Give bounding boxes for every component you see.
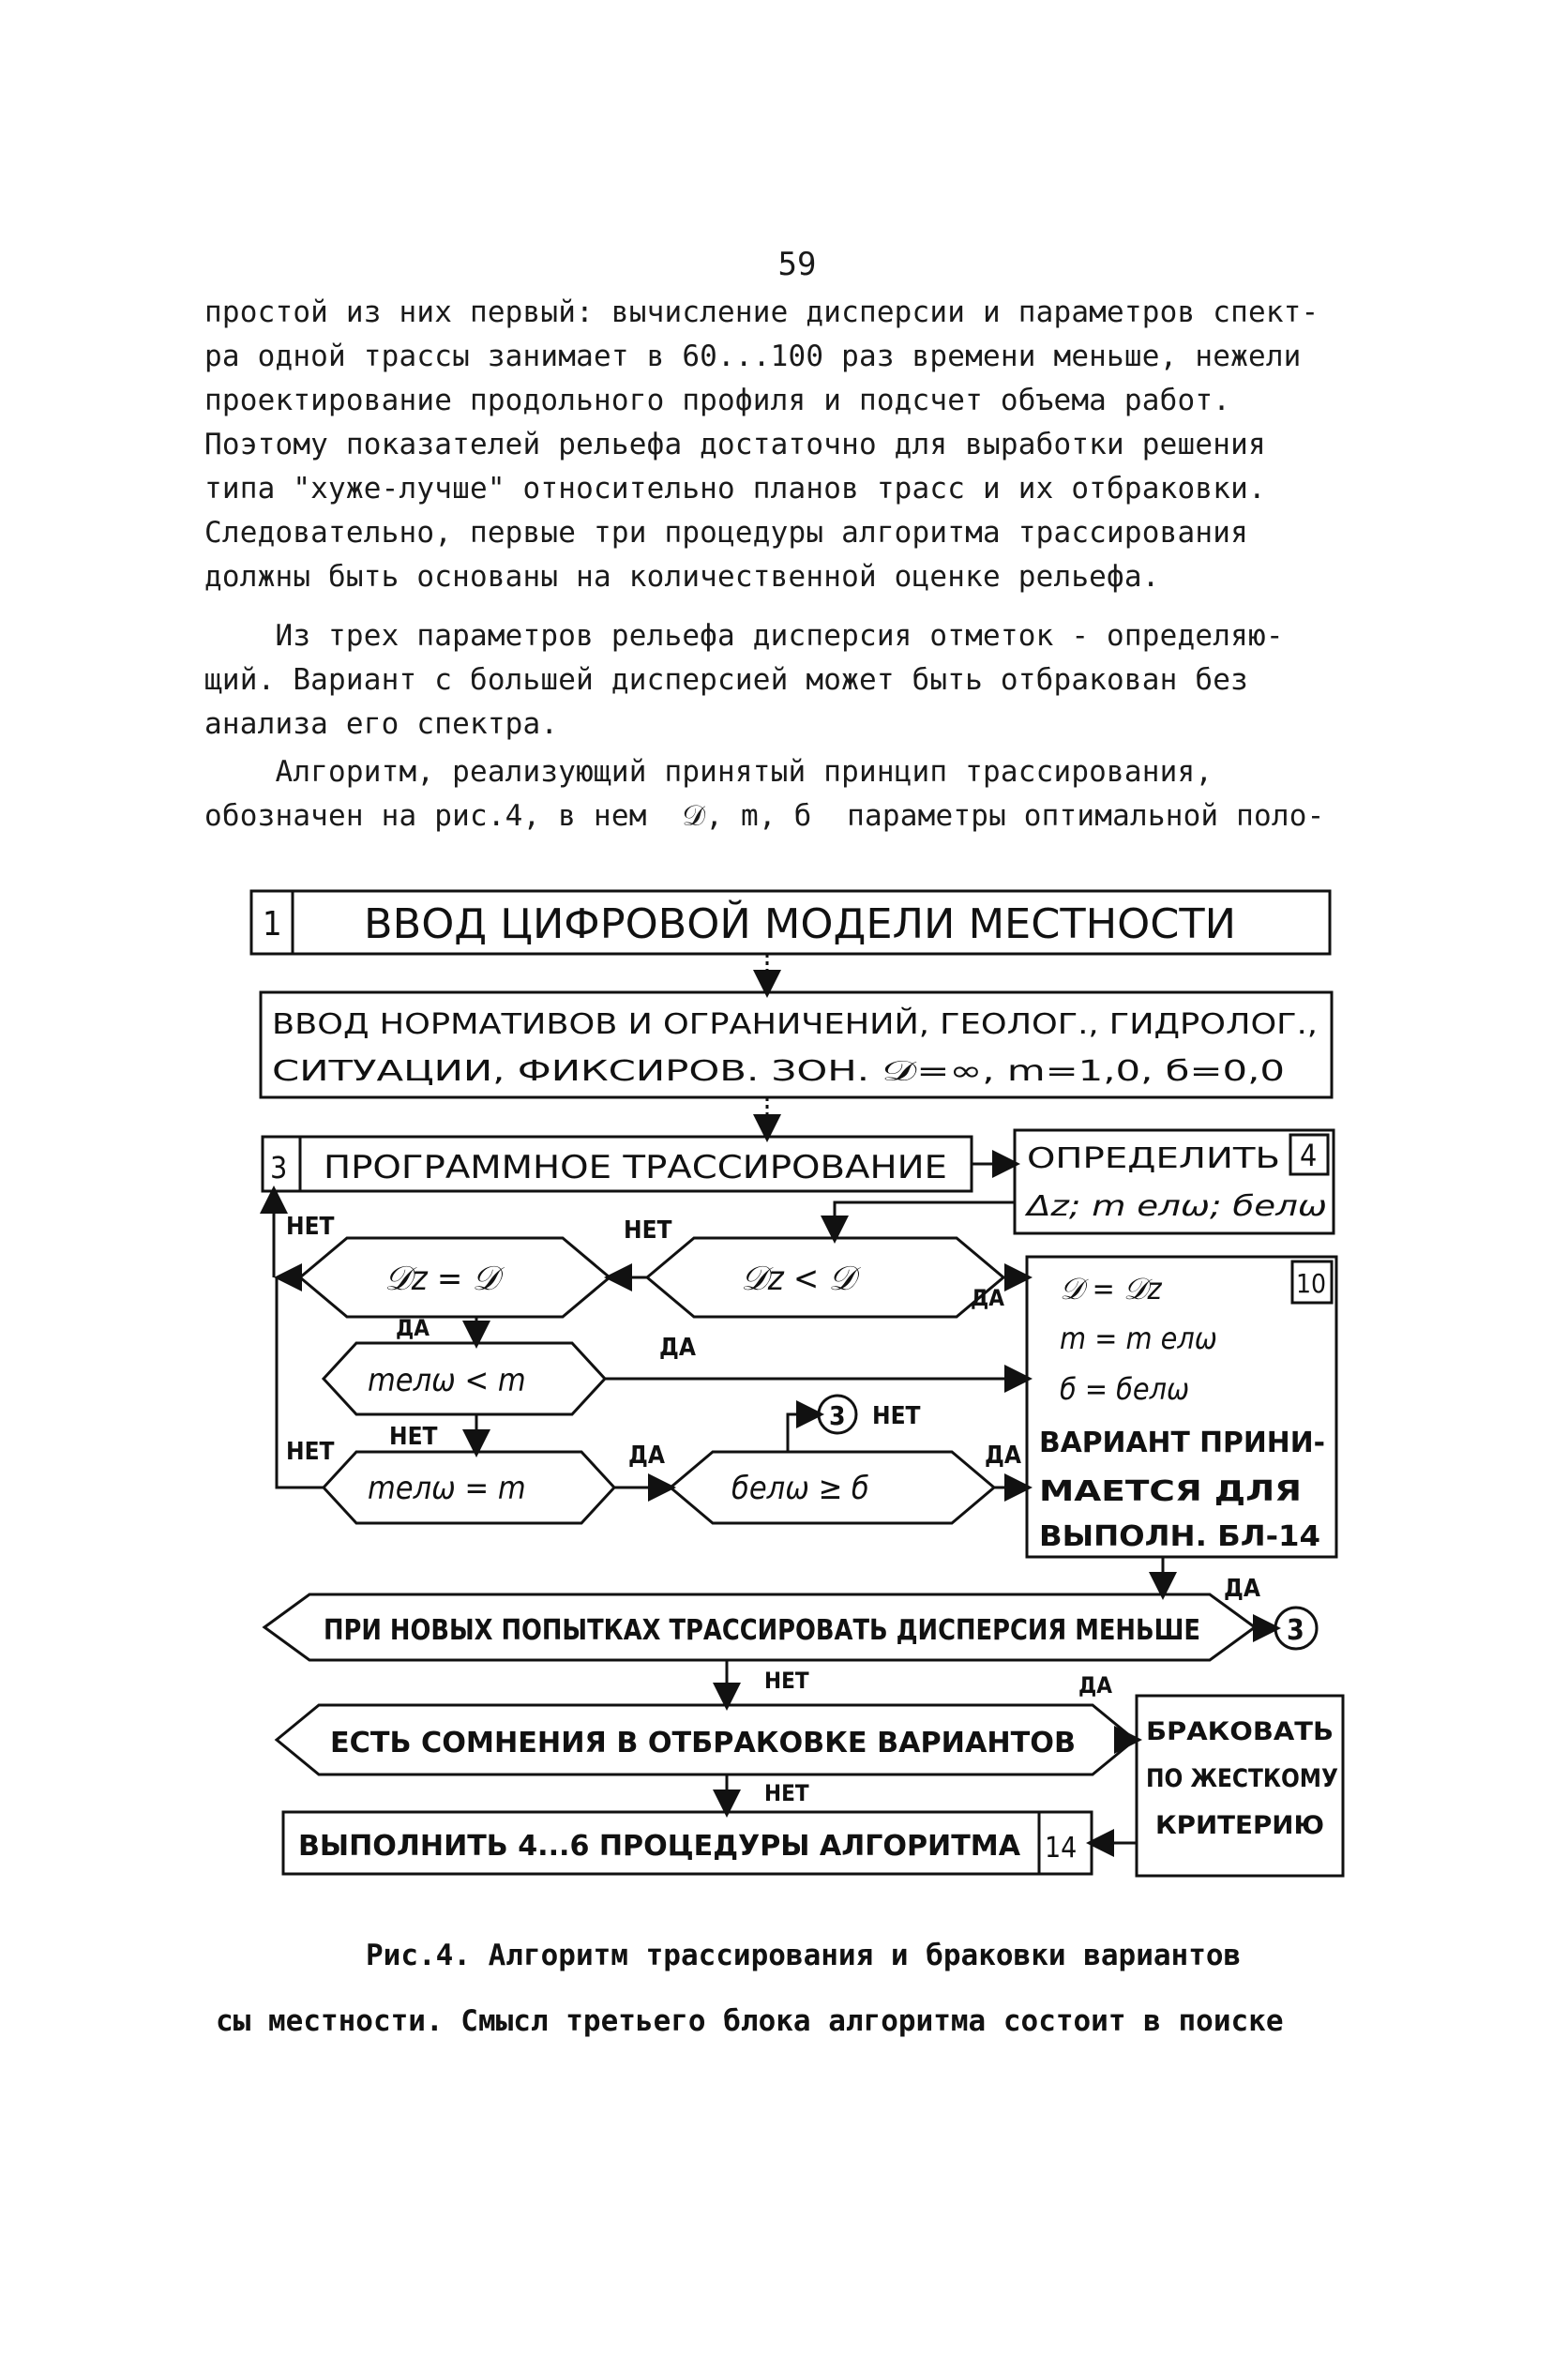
text-line: анализа его спектра. xyxy=(204,707,559,741)
diamond-m-eq-label: meлω = m xyxy=(368,1470,526,1507)
text-line: Алгоритм, реализующий принятый принцип трассирования, xyxy=(204,755,1214,789)
label-yes: ДА xyxy=(985,1442,1021,1470)
diamond-doubts-label: ЕСТЬ СОМНЕНИЯ В ОТБРАКОВКЕ ВАРИАНТОВ xyxy=(330,1727,1076,1759)
diamond-b-ge-label: бeлω ≥ б xyxy=(731,1470,869,1507)
block-10-line: 𝒟 = 𝒟z xyxy=(1060,1271,1162,1306)
block-1-num: 1 xyxy=(263,905,282,944)
caption-line: сы местности. Смысл третьего блока алгоритма состоит в поиске xyxy=(216,2004,1284,2038)
label-no: НЕТ xyxy=(872,1402,921,1430)
diamond-dz-lt-label: 𝒟z < 𝒟 xyxy=(741,1260,856,1298)
label-no: НЕТ xyxy=(286,1213,335,1241)
block-10-line: б = бeлω xyxy=(1060,1371,1190,1407)
block-3-text: ПРОГРАММНОЕ ТРАССИРОВАНИЕ xyxy=(324,1149,947,1186)
text-line: щий. Вариант с большей дисперсией может быть отбракован без xyxy=(204,663,1248,697)
block-4-num: 4 xyxy=(1300,1138,1318,1173)
page-number: 59 xyxy=(777,246,817,283)
label-no: НЕТ xyxy=(764,1668,809,1694)
text-line: должны быть основаны на количественной оценке рельефа. xyxy=(204,560,1160,594)
diamond-new-attempts-label: ПРИ НОВЫХ ПОПЫТКАХ ТРАССИРОВАТЬ ДИСПЕРСИЯ МЕНЬШЕ xyxy=(324,1614,1200,1647)
block-10-line: ВЫПОЛН. БЛ-14 xyxy=(1039,1520,1320,1553)
text-line: Поэтому показателей рельефа достаточно для выработки решения xyxy=(204,428,1266,461)
text-line: ра одной трассы занимает в 60...100 раз времени меньше, нежели xyxy=(204,340,1302,373)
caption-line: Рис.4. Алгоритм трассирования и браковки вариантов xyxy=(366,1939,1242,1972)
figure-caption xyxy=(216,1923,1388,2054)
text-line: Следовательно, первые три процедуры алгоритма трассирования xyxy=(204,516,1248,550)
block-10-line: ВАРИАНТ ПРИНИ- xyxy=(1039,1427,1325,1459)
label-no: НЕТ xyxy=(389,1423,438,1451)
label-yes: ДА xyxy=(1224,1575,1260,1603)
connector-3a-label: 3 xyxy=(829,1400,846,1431)
diamond-dz-eq-label: 𝒟z = 𝒟 xyxy=(384,1260,500,1298)
block-10-num: 10 xyxy=(1296,1268,1327,1299)
label-yes: ДА xyxy=(396,1315,430,1341)
label-yes: ДА xyxy=(659,1334,696,1362)
block-4-line2: Δz; m eлω; бeлω xyxy=(1024,1190,1327,1223)
block-1-text: ВВОД ЦИФРОВОЙ МОДЕЛИ МЕСТНОСТИ xyxy=(364,900,1138,948)
diamond-m-lt-label: meлω < m xyxy=(368,1362,526,1399)
block-final-label: ВЫПОЛНИТЬ 4...6 ПРОЦЕДУРЫ АЛГОРИТМА xyxy=(298,1830,1021,1863)
label-yes: ДА xyxy=(1078,1672,1112,1699)
block-3-num: 3 xyxy=(270,1150,288,1186)
text-line: простой из них первый: вычисление дисперсии и параметров спект- xyxy=(204,295,1319,329)
block-reject-line: БРАКОВАТЬ xyxy=(1146,1717,1334,1746)
block-2-line1: ВВОД НОРМАТИВОВ И ОГРАНИЧЕНИЙ, ГЕОЛОГ., ГИДРОЛОГ., xyxy=(272,1008,1074,1041)
label-no: НЕТ xyxy=(286,1438,335,1466)
label-yes: ДА xyxy=(628,1442,665,1470)
text-line: проектирование продольного профиля и подсчет объема работ. xyxy=(204,384,1231,417)
block-reject-line: КРИТЕРИЮ xyxy=(1155,1811,1324,1840)
label-no: НЕТ xyxy=(624,1216,672,1245)
text-line: типа "хуже-лучше" относительно планов трасс и их отбраковки. xyxy=(204,472,1266,506)
block-10-line: m = m eлω xyxy=(1060,1321,1217,1356)
text-line: обозначен на рис.4, в нем 𝒟, m, б параметры оптимальной поло- xyxy=(204,799,1325,833)
block-10-line: МАЕТСЯ ДЛЯ xyxy=(1039,1475,1302,1508)
block-4-line1: ОПРЕДЕЛИТЬ xyxy=(1027,1142,1280,1175)
text-line: Из трех параметров рельефа дисперсия отметок - определяю- xyxy=(204,619,1284,653)
block-reject-line: ПО ЖЕСТКОМУ xyxy=(1146,1764,1339,1793)
connector-3b-label: 3 xyxy=(1287,1614,1304,1647)
block-2-line2: СИТУАЦИИ, ФИКСИРОВ. ЗОН. 𝒟=∞, m=1,0, б=0,0 xyxy=(272,1055,1285,1088)
block-final-num: 14 xyxy=(1045,1832,1078,1865)
label-yes: ДА xyxy=(971,1285,1004,1311)
label-no: НЕТ xyxy=(764,1780,809,1806)
